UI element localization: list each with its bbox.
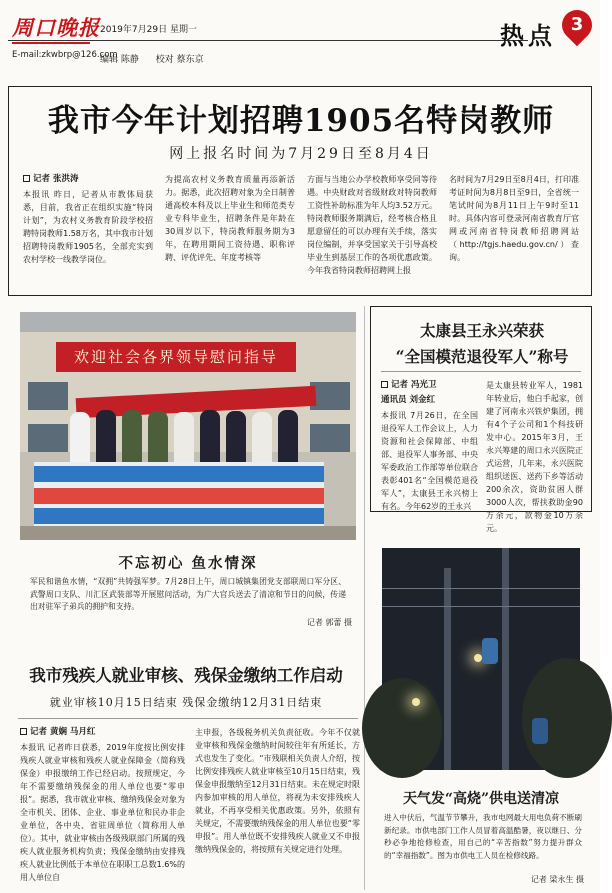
lead-column: 为提高农村义务教育质量再添新活力。据悉，此次招聘对象为全日制普通高校本科及以上毕业生和师范类专业专科毕业生，招聘条件是年龄在30周岁以下，特岗教师服务期为3年，在聘用期间工资待遇、职称评聘、评优评先、年度考核等 xyxy=(165,175,295,262)
lead-column: 名时间为7月29日至8月4日，打印准考证时间为8月8日至9日，全省统一笔试时间为8月11日上午9时至11时。具体内容可登录河南省教育厅官网或河南省特岗教师招聘网站（http://tgjs.haedu.gov.cn/）查询。 xyxy=(449,175,579,262)
disabled-byline: 记者 黄娴 马月红 xyxy=(20,726,185,739)
photo-story-title: 不忘初心 鱼水情深 xyxy=(118,555,258,572)
headline-rule xyxy=(18,718,358,719)
lead-headline: 我市今年计划招聘1905名特岗教师 xyxy=(47,103,555,139)
group-of-people xyxy=(70,408,320,468)
issue-date: 2019年7月29日 星期一 xyxy=(100,25,197,35)
veteran-byline: 记者 冯光卫 xyxy=(381,379,478,392)
photo-story xyxy=(20,312,356,632)
power-story-body: 进入中伏后，气温节节攀升，我市电网最大用电负荷不断刷新纪录。市供电部门工作人员冒着高温酷暑，夜以继日、分秒必争地抢修检查，用自己的“辛苦指数”努力提升群众的“幸福指数”。图为市供电工人员在检修线路。 xyxy=(384,813,582,860)
veteran-story xyxy=(370,306,592,533)
veteran-column: 是太康县转业军人，1981年转业后，他白手起家，创建了河南永兴铁炉集团，拥有4个子公司和1个科技研发中心。2015年3月，王永兴筹建的周口永兴医院正式运营，几年来，永兴医院组织送医、送药下乡等活动200余次，资助贫困人群3000人次，帮扶救助金90万余元，款物金10万余元。 xyxy=(486,381,583,533)
lead-story xyxy=(8,86,592,296)
lead-body xyxy=(23,173,579,291)
welcome-banner: 欢迎社会各界领导慰问指导 xyxy=(56,342,296,372)
page-number-badge xyxy=(562,10,592,48)
proof-label: 校对 蔡东京 xyxy=(155,55,204,65)
editor-label: 编辑 陈静 xyxy=(100,55,139,65)
disabled-column xyxy=(20,726,185,886)
disabled-subheadline: 就业审核10月15日结束 残保金缴纳12月31日结束 xyxy=(49,696,323,709)
power-story-title: 天气发“高烧”供电送清凉 xyxy=(402,791,560,807)
logo-underline xyxy=(12,42,90,44)
veteran-column-text: 本报讯 7月26日，在全国退役军人工作会议上，人力资源和社会保障部、中组部、退役军人事务部、中央军委政治工作部等单位联合表彰401名“全国模范退役军人”，太康县王永兴榜上有名。今年62岁的王永兴 xyxy=(381,411,478,511)
veteran-body xyxy=(381,379,583,533)
veteran-byline-2: 通讯员 刘金红 xyxy=(381,395,435,405)
column-divider xyxy=(364,306,365,890)
lead-column-text: 本报讯 昨日，记者从市教体局获悉，目前，我省正在组织实施“特岗计划”，为农村义务教育阶段学校招聘特岗教师1.58万名，其中我市计划招聘特岗教师1905名，全部充实到农村学校一线教学岗位。 xyxy=(23,190,153,264)
photo-story-caption: 军民和谐鱼水情，“双拥”共铸强军梦。7月28日上午，周口城镇集团党支部联周口军分区、武警周口支队、川汇区武装部等开展慰问活动，为广大官兵送去了清凉和节日的问候，传递出对驻军子弟兵的拥护和支持。 xyxy=(30,577,346,611)
ceremony-photo xyxy=(20,312,356,540)
newspaper-logo: 周口晚报 xyxy=(12,15,100,40)
contact-email: E-mail:zkwbrp@126.com xyxy=(12,50,118,60)
square-bullet-icon xyxy=(23,175,30,182)
power-photo-credit: 记者 梁永生 摄 xyxy=(530,875,584,884)
power-story xyxy=(370,538,592,890)
lead-column: 方面与当地公办学校教师享受同等待遇。中央财政对省级财政对特岗教师工资性补助标准为年人均3.52万元。特岗教师服务期满后，经考核合格且愿意留任的可以办理有关手续，落实岗位编制，并享受国家关于引导高校毕业生到基层工作的各项优惠政策。今年我省特岗教师招聘网上报 xyxy=(307,175,437,275)
disabled-headline: 我市残疾人就业审核、残保金缴纳工作启动 xyxy=(29,666,343,685)
disabled-body xyxy=(20,726,360,886)
header-rule xyxy=(8,40,528,41)
lead-subheadline: 网上报名时间为7月29日至8月4日 xyxy=(169,146,433,162)
veteran-headline-1: 太康县王永兴荣获 xyxy=(419,321,544,340)
section-title: 热点 xyxy=(500,21,556,50)
square-bullet-icon xyxy=(20,728,27,735)
page-number: 3 xyxy=(570,14,584,35)
masthead xyxy=(8,6,592,70)
headline-rule xyxy=(381,371,581,372)
photo-credit: 记者 郭蕾 摄 xyxy=(306,618,352,627)
disabled-column: 主申报，各级税务机关负责征收。今年不仅就业审核和残保金缴纳时间较往年有所延长，方式也发生了变化。“市残联相关负责人介绍，按比例安排残疾人就业审核至10月15日结束，残保金申报缴纳至12月31日结束。未在规定时限内参加审核的用人单位，将视为未安排残疾人就业，不再享受相关优惠政策。另外，依照有关规定，不需要缴纳残保金的用人单位也要“零申报”。用人单位既不安排残疾人就业又不申报缴纳残保金的，将按照有关规定进行处理。 xyxy=(195,728,360,854)
disabled-column-text: 本报讯 记者昨日获悉，2019年度按比例安排残疾人就业审核和残疾人就业保障金（简称残保金）申报缴纳工作已经启动。按照规定，今年不需要缴纳残保金的用人单位也要“零申报”。据悉，我市就业审核、缴纳残保金对象为全市机关、团体、企业、事业单位和民办非企业单位，各中央、省驻周单位（简称用人单位）。其中，就业审核由各级残联部门所属的残疾人就业服务机构负责；残保金缴纳由安排残疾人就业比例低于本单位在职职工总数1.6%的用人单位自 xyxy=(20,743,185,882)
square-bullet-icon xyxy=(381,381,388,388)
veteran-headline-2: “全国模范退役军人”称号 xyxy=(395,347,569,366)
lead-column xyxy=(23,173,153,291)
editor-credits xyxy=(100,52,218,65)
night-repair-photo xyxy=(382,548,580,770)
lead-byline: 记者 张洪涛 xyxy=(23,173,153,186)
veteran-column xyxy=(381,379,478,535)
disabled-employment-story xyxy=(8,646,364,890)
